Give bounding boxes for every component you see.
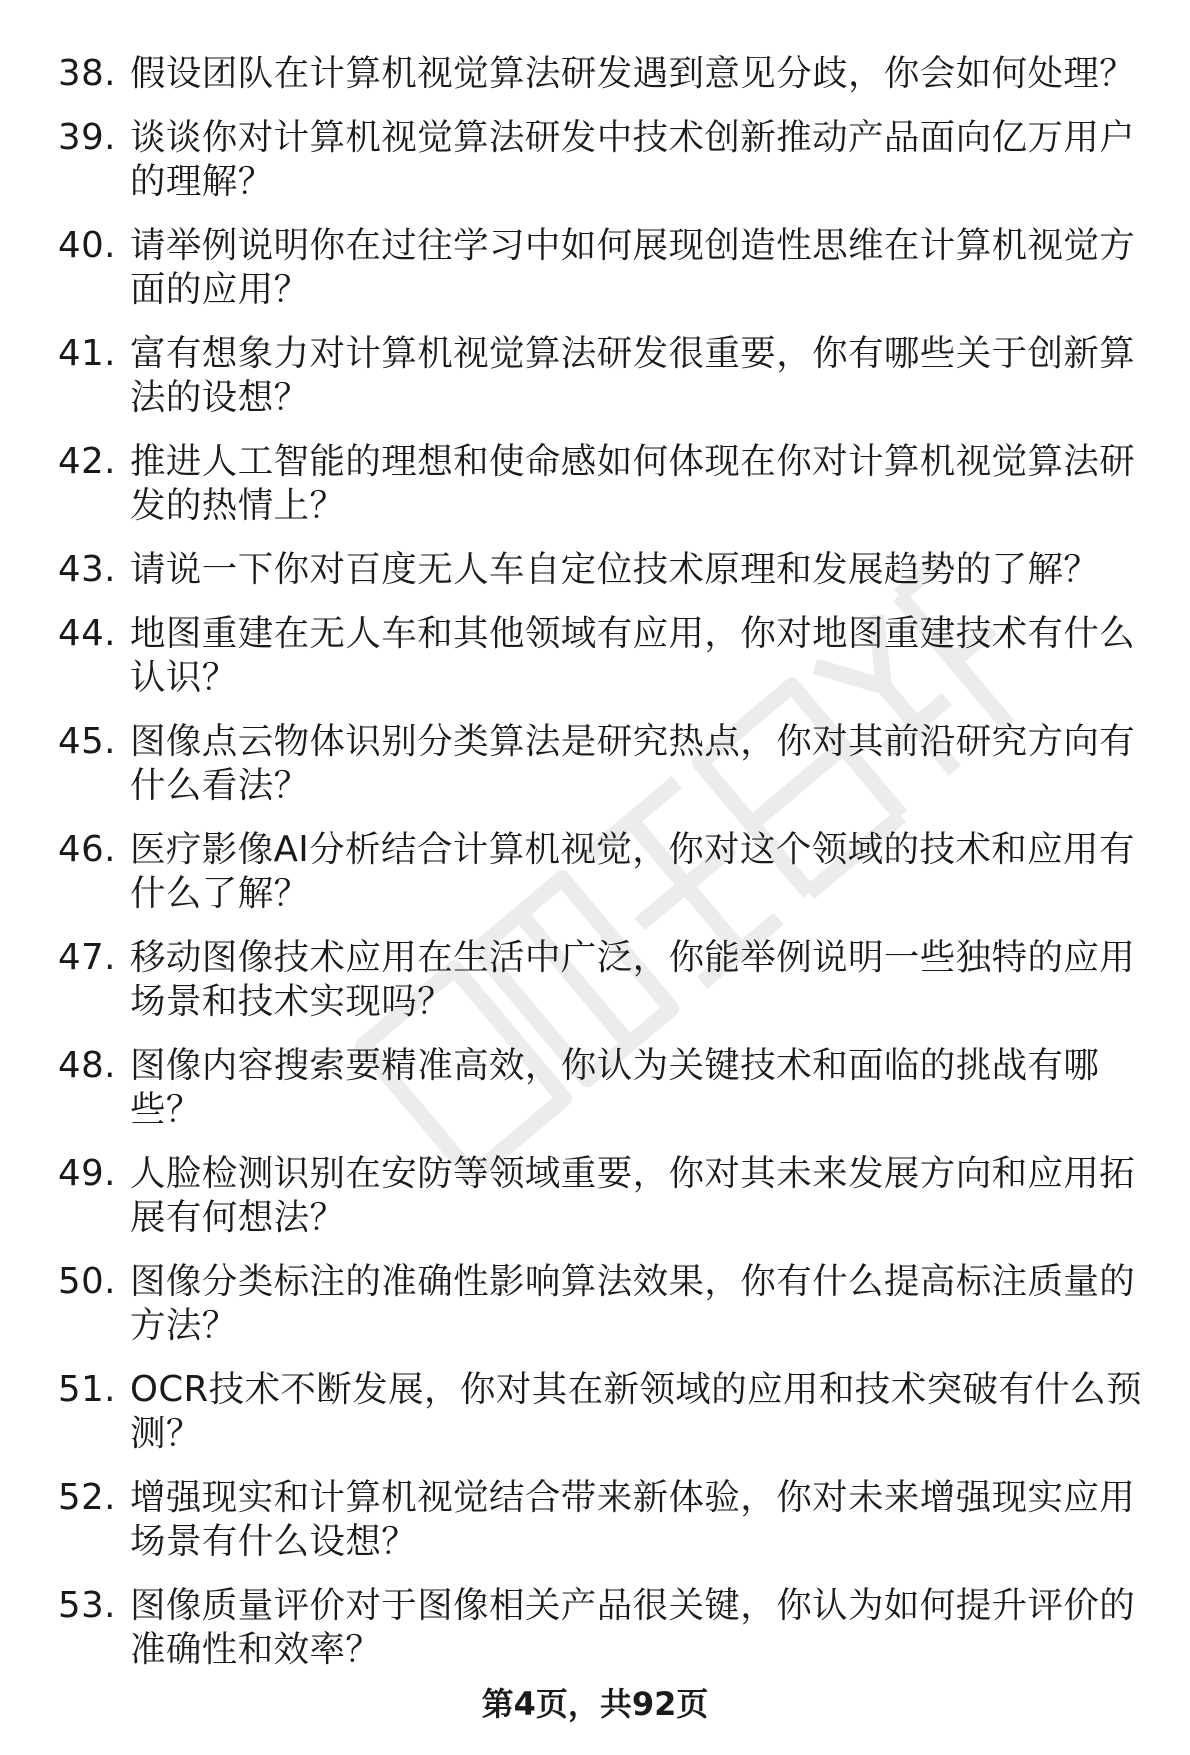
question-number: 45.: [58, 721, 116, 762]
question-text: 图像分类标注的准确性影响算法效果，你有什么提高标注质量的方法？: [130, 1261, 1136, 1346]
question-text: 请举例说明你在过往学习中如何展现创造性思维在计算机视觉方面的应用？: [130, 225, 1136, 310]
question-item: [58, 440, 1148, 528]
question-number: 39.: [58, 117, 116, 158]
question-number: 48.: [58, 1045, 116, 1086]
question-number: 38.: [58, 53, 116, 94]
question-text: OCR技术不断发展，你对其在新领域的应用和技术突破有什么预测？: [130, 1369, 1142, 1454]
question-number: 53.: [58, 1585, 116, 1626]
question-text: 医疗影像AI分析结合计算机视觉，你对这个领域的技术和应用有什么了解？: [130, 829, 1135, 914]
question-number: 41.: [58, 333, 116, 374]
question-item: [58, 1152, 1148, 1240]
question-number: 47.: [58, 937, 116, 978]
question-text: 假设团队在计算机视觉算法研发遇到意见分歧，你会如何处理？: [130, 53, 1136, 94]
question-number: 51.: [58, 1369, 116, 1410]
question-number: 44.: [58, 613, 116, 654]
question-item: [58, 224, 1148, 312]
question-number: 52.: [58, 1477, 116, 1518]
question-item: [58, 116, 1148, 204]
question-item: [58, 720, 1148, 808]
question-text: 请说一下你对百度无人车自定位技术原理和发展趋势的了解？: [130, 549, 1100, 590]
question-item: [58, 52, 1148, 96]
question-number: 49.: [58, 1153, 116, 1194]
question-item: [58, 936, 1148, 1024]
question-text: 推进人工智能的理想和使命感如何体现在你对计算机视觉算法研发的热情上？: [130, 441, 1136, 526]
question-text: 移动图像技术应用在生活中广泛，你能举例说明一些独特的应用场景和技术实现吗？: [130, 937, 1136, 1022]
question-text: 图像内容搜索要精准高效，你认为关键技术和面临的挑战有哪些？: [130, 1045, 1100, 1130]
question-item: [58, 332, 1148, 420]
question-text: 图像质量评价对于图像相关产品很关键，你认为如何提升评价的准确性和效率？: [130, 1585, 1136, 1670]
question-item: [58, 1584, 1148, 1672]
question-item: [58, 1476, 1148, 1564]
question-number: 42.: [58, 441, 116, 482]
question-text: 人脸检测识别在安防等领域重要，你对其未来发展方向和应用拓展有何想法？: [130, 1153, 1136, 1238]
question-number: 40.: [58, 225, 116, 266]
question-number: 50.: [58, 1261, 116, 1302]
question-item: [58, 1044, 1148, 1132]
question-item: [58, 1368, 1148, 1456]
question-text: 图像点云物体识别分类算法是研究热点，你对其前沿研究方向有什么看法？: [130, 721, 1136, 806]
question-text: 地图重建在无人车和其他领域有应用，你对地图重建技术有什么认识？: [130, 613, 1136, 698]
question-number: 46.: [58, 829, 116, 870]
question-text: 增强现实和计算机视觉结合带来新体验，你对未来增强现实应用场景有什么设想？: [130, 1477, 1136, 1562]
question-item: [58, 828, 1148, 916]
question-text: 富有想象力对计算机视觉算法研发很重要，你有哪些关于创新算法的设想？: [130, 333, 1136, 418]
question-list: [58, 52, 1148, 1692]
page-number: 第4页，共92页: [481, 1685, 709, 1723]
question-item: [58, 1260, 1148, 1348]
question-item: [58, 548, 1148, 592]
question-number: 43.: [58, 549, 116, 590]
question-item: [58, 612, 1148, 700]
question-text: 谈谈你对计算机视觉算法研发中技术创新推动产品面向亿万用户的理解？: [130, 117, 1136, 202]
